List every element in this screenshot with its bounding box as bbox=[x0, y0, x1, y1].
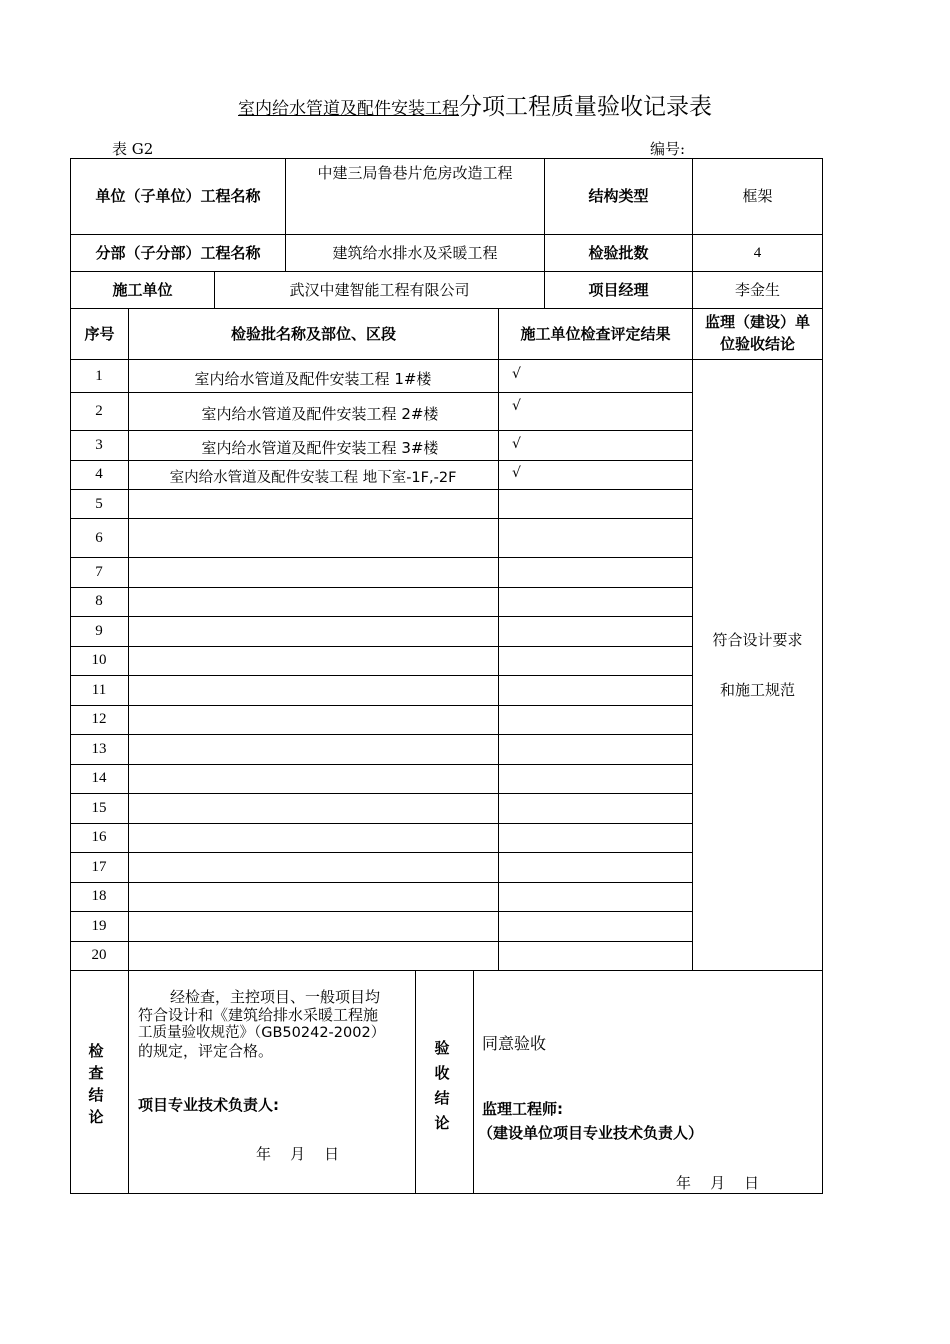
result-check-mark: √ bbox=[512, 436, 521, 452]
unit-name-label: 单位（子单位）工程名称 bbox=[95, 187, 261, 205]
row-number: 13 bbox=[91, 741, 107, 757]
row-number: 19 bbox=[91, 918, 107, 934]
title-subtitle: 室内给水管道及配件安装工程 bbox=[238, 99, 459, 119]
structure-type-label: 结构类型 bbox=[588, 187, 649, 205]
acceptance-date: 年 月 日 bbox=[676, 1174, 760, 1192]
acceptance-text: 同意验收 bbox=[482, 1034, 547, 1053]
result-check-mark: √ bbox=[512, 465, 521, 481]
title-main: 分项工程质量验收记录表 bbox=[459, 94, 712, 120]
supervising-engineer-label: 监理工程师: bbox=[482, 1100, 563, 1118]
row-number: 11 bbox=[91, 682, 107, 698]
col-supervisor-header-line2: 位验收结论 bbox=[719, 335, 795, 353]
row-number: 14 bbox=[91, 770, 107, 786]
col-supervisor-header bbox=[693, 309, 822, 359]
col-seq-header: 序号 bbox=[84, 324, 115, 343]
result-check-mark: √ bbox=[512, 366, 521, 382]
project-manager-value: 李金生 bbox=[734, 280, 780, 299]
row-number: 7 bbox=[95, 564, 103, 580]
row-number: 17 bbox=[91, 859, 107, 875]
row-number: 2 bbox=[95, 403, 103, 419]
row-number: 10 bbox=[91, 652, 107, 668]
form-code: 表 G2 bbox=[112, 140, 154, 158]
col-result-header: 施工单位检查评定结果 bbox=[520, 324, 671, 343]
row-number: 3 bbox=[95, 437, 103, 453]
acceptance-conclusion-label: 验 收 结 论 bbox=[434, 1039, 450, 1132]
inspection-conclusion-text: 经检查，主控项目、一般项目均 符合设计和《建筑给排水采暖工程施 工质量验收规范》（GB50242-2002） 的规定，评定合格。 bbox=[138, 988, 386, 1060]
row-number: 1 bbox=[95, 368, 103, 384]
structure-type-value: 框架 bbox=[742, 187, 773, 205]
row-number: 6 bbox=[95, 530, 103, 546]
batch-count-label: 检验批数 bbox=[588, 243, 649, 262]
row-number: 12 bbox=[91, 711, 107, 727]
row-number: 16 bbox=[91, 829, 107, 845]
row-number: 20 bbox=[91, 947, 107, 963]
result-check-mark: √ bbox=[512, 398, 521, 414]
row-number: 4 bbox=[95, 466, 103, 482]
inspection-date: 年 月 日 bbox=[256, 1145, 340, 1163]
supervisor-conclusion-line2: 和施工规范 bbox=[719, 681, 795, 699]
supervisor-conclusion bbox=[693, 628, 822, 702]
row-number: 5 bbox=[95, 496, 103, 512]
supervisor-conclusion-line1: 符合设计要求 bbox=[712, 631, 803, 649]
division-name-label: 分部（子分部）工程名称 bbox=[95, 243, 261, 262]
serial-number-label: 编号: bbox=[650, 140, 686, 158]
inspection-batch-name: 室内给水管道及配件安装工程 1#楼 bbox=[194, 370, 432, 388]
inspection-signer-label: 项目专业技术负责人: bbox=[138, 1096, 279, 1114]
unit-name-value: 中建三局鲁巷片危房改造工程 bbox=[317, 163, 513, 182]
inspection-batch-name: 室内给水管道及配件安装工程 地下室-1F,-2F bbox=[169, 470, 457, 486]
row-number: 15 bbox=[91, 800, 107, 816]
owner-representative-label: （建设单位项目专业技术负责人） bbox=[478, 1124, 704, 1142]
row-number: 8 bbox=[95, 593, 103, 609]
inspection-batch-name: 室内给水管道及配件安装工程 3#楼 bbox=[201, 439, 439, 457]
col-name-header: 检验批名称及部位、区段 bbox=[230, 324, 396, 343]
inspection-batch-name: 室内给水管道及配件安装工程 2#楼 bbox=[201, 405, 439, 423]
contractor-value: 武汉中建智能工程有限公司 bbox=[289, 280, 470, 299]
division-name-value: 建筑给水排水及采暖工程 bbox=[332, 243, 498, 262]
document-title bbox=[0, 88, 950, 121]
col-supervisor-header-line1: 监理（建设）单 bbox=[704, 313, 810, 332]
inspection-conclusion-label: 检 查 结 论 bbox=[88, 1042, 104, 1126]
contractor-label: 施工单位 bbox=[112, 280, 173, 299]
row-number: 18 bbox=[91, 888, 107, 904]
row-number: 9 bbox=[95, 623, 103, 639]
batch-count-value: 4 bbox=[753, 244, 762, 261]
project-manager-label: 项目经理 bbox=[588, 280, 649, 299]
